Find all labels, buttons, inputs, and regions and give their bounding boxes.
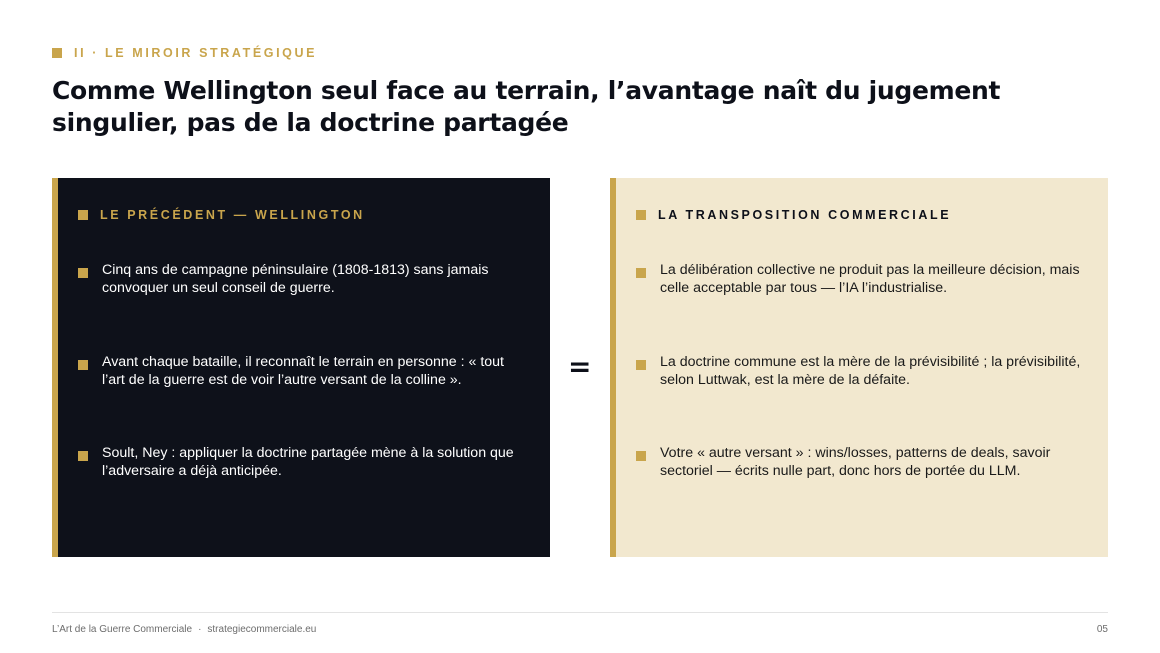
list-item — [636, 354, 1096, 390]
list-item — [636, 445, 1096, 481]
section-eyebrow — [52, 46, 317, 60]
list-item — [78, 262, 530, 298]
transposition-panel-heading: LA TRANSPOSITION COMMERCIALE — [658, 208, 952, 222]
eyebrow-label: II · LE MIROIR STRATÉGIQUE — [74, 46, 318, 60]
page-number: 05 — [1096, 624, 1108, 635]
equals-connector: = — [568, 350, 592, 383]
footer-brand: L’Art de la Guerre Commerciale — [52, 624, 193, 635]
footer-site: strategiecommerciale.eu — [207, 624, 317, 635]
precedent-panel — [52, 178, 550, 557]
bullet-square-marker — [636, 451, 646, 461]
precedent-panel-header — [78, 208, 365, 222]
eyebrow-square-marker — [52, 48, 62, 58]
transposition-panel — [610, 178, 1108, 557]
bullet-text: Cinq ans de campagne péninsulaire (1808-1813) sans jamais convoquer un seul conseil de guerre. — [102, 262, 489, 296]
bullet-text: La doctrine commune est la mère de la prévisibilité ; la prévisibilité, selon Luttwak, est la mère de la défaite. — [660, 354, 1081, 388]
list-item — [78, 445, 530, 481]
bullet-square-marker — [636, 268, 646, 278]
footer-separator: · — [198, 624, 202, 635]
bullet-square-marker — [636, 360, 646, 370]
bullet-square-marker — [78, 268, 88, 278]
bullet-text: Votre « autre versant » : wins/losses, patterns de deals, savoir sectoriel — écrits nulle part, donc hors de portée du LLM. — [660, 445, 1051, 479]
list-item — [636, 262, 1096, 298]
bullet-text: Soult, Ney : appliquer la doctrine partagée mène à la solution que l’adversaire a déjà anticipée. — [102, 445, 514, 479]
list-item — [78, 354, 530, 390]
transposition-panel-header — [636, 208, 951, 222]
bullet-square-marker — [78, 451, 88, 461]
bullet-text: La délibération collective ne produit pas la meilleure décision, mais celle acceptable par tous — l’IA l’industrialise. — [660, 262, 1080, 296]
panel-header-square-marker — [636, 210, 646, 220]
precedent-panel-heading: LE PRÉCÉDENT — WELLINGTON — [100, 208, 365, 222]
footer-credits — [52, 624, 316, 635]
slide-title: Comme Wellington seul face au terrain, l’avantage naît du jugement singulier, pas de la doctrine partagée — [52, 76, 1001, 137]
bullet-square-marker — [78, 360, 88, 370]
bullet-text: Avant chaque bataille, il reconnaît le terrain en personne : « tout l’art de la guerre est de voir l’autre versant de la colline ». — [102, 354, 504, 388]
panel-header-square-marker — [78, 210, 88, 220]
footer-divider — [52, 612, 1108, 613]
